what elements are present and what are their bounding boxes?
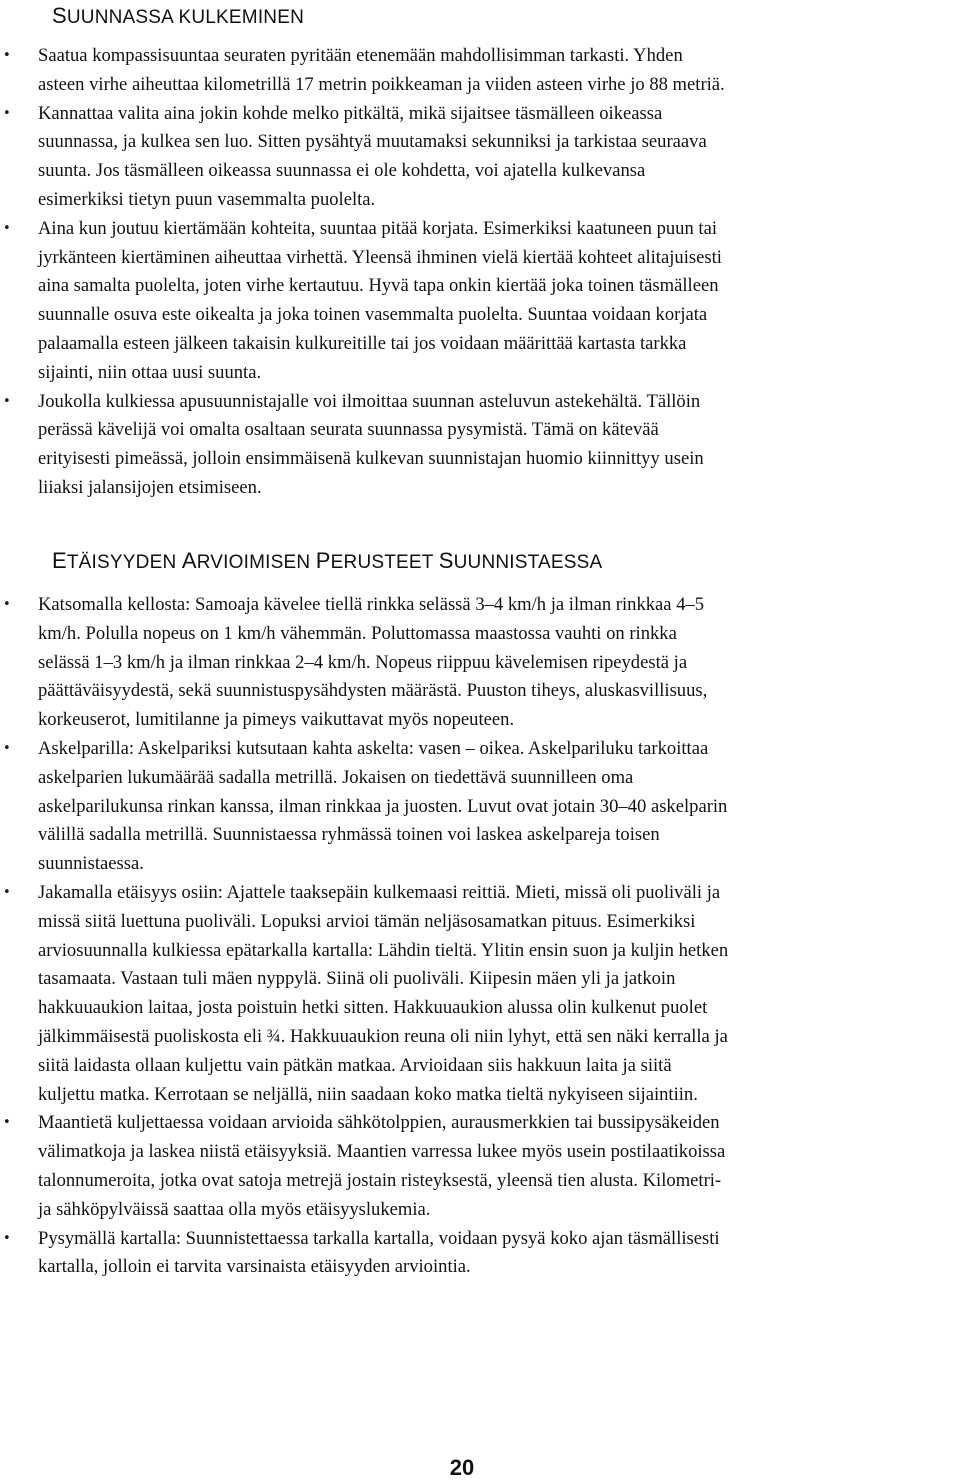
heading-text: UUNNASSA KULKEMINEN [66,7,305,28]
paragraph-line: km/h. Polulla nopeus on 1 km/h vähemmän. Poluttomassa maastossa vauhti on rinkka [38,622,677,644]
heading-initial: S [52,3,67,28]
paragraph-line: korkeuserot, lumitilanne ja pimeys vaikuttavat myös nopeuteen. [38,709,515,731]
paragraph-line: selässä 1–3 km/h ja ilman rinkkaa 2–4 km/h. Nopeus riippuu kävelemisen ripeydestä ja [38,651,688,673]
list-item [0,215,960,388]
paragraph-line: perässä kävelijä voi omalta osaltaan seurata suunnassa pysymistä. Tämä on kätevää [38,419,659,441]
paragraph-line: suunnassa, ja kulkea sen luo. Sitten pysähtyä muutamaksi sekunniksi ja tarkistaa seuraava [38,131,707,153]
heading-initial: A [181,548,197,573]
heading-text: ERUSTEET [330,552,439,573]
paragraph-line: välimatkoja ja laskea niistä etäisyyksiä. Maantien varressa lukee myös usein postilaatikoissa [38,1141,726,1163]
paragraph-line: missä siitä luettuna puoliväli. Lopuksi arvioi tämän neljäsosamatkan pituus. Esimerkiksi [38,910,696,932]
bullet-icon: • [3,740,11,756]
paragraph-line: asteen virhe aiheuttaa kilometrillä 17 metrin poikkeaman ja viiden asteen virhe jo 88 metriä. [38,73,725,95]
paragraph-line: talonnumeroita, jotka ovat satoja metrejä jostain risteyksestä, yleensä tien alusta. Kilometri- [38,1169,722,1191]
paragraph-line: jälkimmäisestä puoliskosta eli ¾. Hakkuuaukion reuna oli niin lyhyt, että sen näki kerralla ja [38,1025,728,1047]
list-item [0,735,960,879]
paragraph-line: hakkuuaukion laitaa, josta poistuin hetki sitten. Hakkuuaukion alussa olin kulkenut puolet [38,997,708,1019]
paragraph-line: ja sähköpylväissä saattaa olla myös etäisyyslukemia. [38,1198,431,1220]
list-item [0,1109,960,1224]
bullet-icon: • [3,220,11,236]
heading-initial: E [52,548,67,573]
paragraph-line: Saatua kompassisuuntaa seuraten pyritään etenemään mahdollisimman tarkasti. Yhden [38,45,683,66]
paragraph-line: palaamalla esteen jälkeen takaisin kulkureitille tai jos voidaan määrittää kartasta tarkka [38,332,687,354]
section-heading-suunnassa-kulkeminen [52,3,304,29]
paragraph-line: välillä sadalla metrillä. Suunnistaessa ryhmässä toinen voi laskea askelpareja toisen [38,824,660,846]
paragraph-line: kartalla, jolloin ei tarvita varsinaista etäisyyden arviointia. [38,1256,471,1278]
heading-text: UUNNISTAESSA [453,552,603,573]
list-item [0,388,960,503]
bullet-icon: • [3,597,11,612]
list-item [0,879,960,1109]
paragraph-line: Joukolla kulkiessa apusuunnistajalle voi ilmoittaa suunnan asteluvun astekehältä. Tällöin [38,390,701,412]
list-item [0,100,960,215]
bullet-icon: • [3,393,11,409]
paragraph-line: suunnalle osuva este oikealta ja joka toinen vasemmalta puolelta. Suuntaa voidaan korjata [38,304,708,326]
bullet-icon: • [3,105,11,121]
bullet-icon: • [3,1115,11,1131]
paragraph-line: Pysymällä kartalla: Suunnistettaessa tarkalla kartalla, voidaan pysyä koko ajan täsmällisesti [38,1227,720,1249]
paragraph-line: Maantietä kuljettaessa voidaan arvioida sähkötolppien, aurausmerkkien tai bussipysäkeiden [38,1112,720,1134]
paragraph-line: Katsomalla kellosta: Samoaja kävelee tiellä rinkka selässä 3–4 km/h ja ilman rinkkaa 4–5 [38,594,705,615]
paragraph-line: esimerkiksi tietyn puun vasemmalta puolelta. [38,188,376,210]
section-heading-etaisyyden-arvioiminen [52,548,602,574]
paragraph-line: Askelparilla: Askelpariksi kutsutaan kahta askelta: vasen – oikea. Askelpariluku tarkoittaa [38,737,709,759]
heading-text: TÄISYYDEN [66,552,182,573]
list-item [0,42,960,100]
paragraph-line: suunnistaessa. [38,853,144,875]
heading-initial: S [438,548,454,573]
paragraph-line: liiaksi jalansijojen etsimiseen. [38,476,262,498]
paragraph-line: erityisesti pimeässä, jolloin ensimmäisenä kulkevan suunnistajan huomio kiinnittyy usein [38,448,704,470]
bullet-icon: • [3,884,11,900]
paragraph-line: suunta. Jos täsmälleen oikeassa suunnassa ei ole kohdetta, voi ajatella kulkevansa [38,160,646,182]
page-number: 20 [449,1455,475,1480]
list-item [0,1225,960,1283]
heading-initial: P [315,548,331,573]
paragraph-line: päättäväisyydestä, sekä suunnistuspysähdysten määrästä. Puuston tiheys, aluskasvillisuus, [38,680,708,702]
paragraph-line: sijainti, niin ottaa uusi suunta. [38,361,262,383]
list-item [0,591,960,735]
paragraph-line: Kannattaa valita aina jokin kohde melko pitkältä, mikä sijaitsee täsmälleen oikeassa [38,102,663,124]
paragraph-line: kuljettu matka. Kerrotaan se neljällä, niin saadaan koko matka tieltä nykyiseen sijaintiin. [38,1083,698,1105]
paragraph-line: askelparilukunsa rinkan kanssa, ilman rinkkaa ja juosten. Luvut ovat jotain 30–40 askelparin [38,795,728,817]
bullet-list-suunnassa-kulkeminen [0,42,960,503]
paragraph-line: askelparien lukumäärää sadalla metrillä. Jokaisen on tiedettävä suunnilleen oma [38,766,634,788]
paragraph-line: tasamaata. Vastaan tuli mäen nyppylä. Siinä oli puoliväli. Kiipesin mäen yli ja jatkoin [38,968,676,990]
paragraph-line: aina samalta puolelta, joten virhe kertautuu. Hyvä tapa onkin kiertää joka toinen täsmälleen [38,275,719,297]
paragraph-line: Aina kun joutuu kiertämään kohteita, suuntaa pitää korjata. Esimerkiksi kaatuneen puun tai [38,217,717,239]
paragraph-line: siitä laidasta ollaan kuljettu vain pätkän matkaa. Arvioidaan siis hakkuun laita ja siitä [38,1054,672,1076]
paragraph-line: arviosuunnalla kulkiessa epätarkalla kartalla: Lähdin tieltä. Ylitin ensin suon ja kuljin hetken [38,939,729,961]
bullet-list-etaisyyden-arvioiminen [0,591,960,1282]
heading-text: RVIOIMISEN [196,552,316,573]
bullet-icon: • [3,48,11,63]
paragraph-line: Jakamalla etäisyys osiin: Ajattele taaksepäin kulkemaasi reittiä. Mieti, missä oli puoliväli ja [38,881,721,903]
paragraph-line: jyrkänteen kiertäminen aiheuttaa virhettä. Yleensä ihminen vielä kiertää kohteet alitajuisesti [38,246,722,268]
bullet-icon: • [3,1230,11,1246]
